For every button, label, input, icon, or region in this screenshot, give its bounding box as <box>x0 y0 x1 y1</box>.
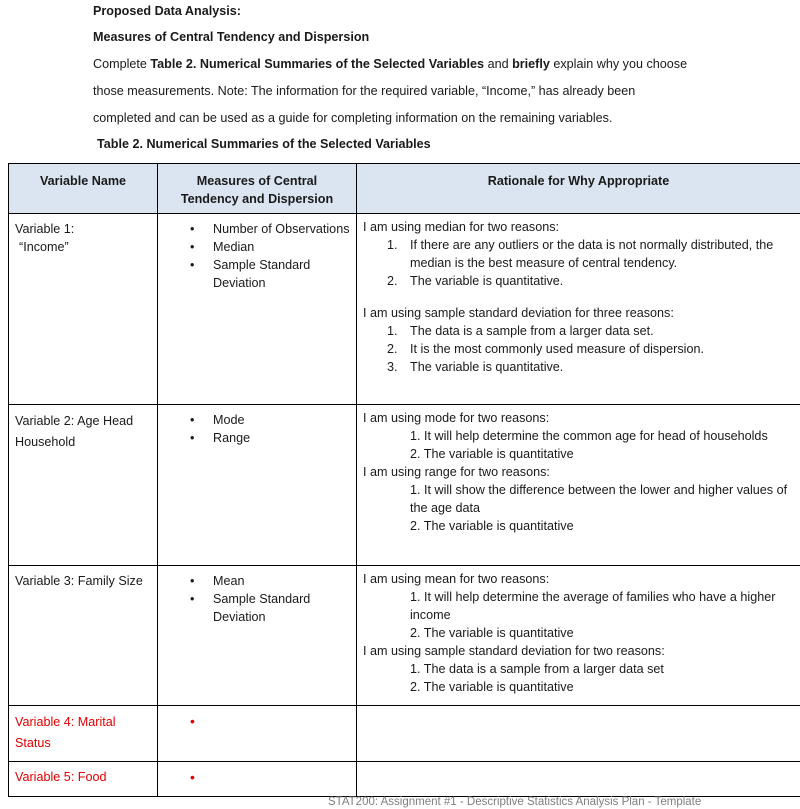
rationale-cell: I am using mean for two reasons: 1. It will help determine the average of families who have a higher income 2. The variable is quantitative I am using sample standard deviation for two reasons: 1. The data is a sample from a larger data set 2. The variable is quantitative <box>357 566 800 706</box>
empty-bullet: • <box>190 769 195 785</box>
measures-subheading: Measures of Central Tendency and Dispersion <box>93 30 370 44</box>
list-item: • Median <box>164 238 356 256</box>
variable-name-cell: Variable 4: Marital Status <box>9 706 158 762</box>
table-row <box>9 706 800 762</box>
measures-cell <box>158 214 357 405</box>
instructions-line-1: Complete Table 2. Numerical Summaries of the Selected Variables and briefly explain why you choose <box>93 57 688 71</box>
rationale-cell: I am using mode for two reasons: 1. It will help determine the common age for head of households 2. The variable is quantitative I am using range for two reasons: 1. It will show the difference between the lower and higher values of the age data 2. The variable is quantitative <box>357 405 800 566</box>
page-footer: STAT200: Assignment #1 - Descriptive Statistics Analysis Plan - Template <box>328 796 702 808</box>
instructions-line-3: completed and can be used as a guide for completing information on the remaining variables. <box>93 111 613 125</box>
rationale-cell <box>357 706 800 762</box>
rationale-cell: I am using median for two reasons: 1. If there are any outliers or the data is not normally distributed, the median is the best measure of central tendency. 2. The variable is quantitative. I am using sample standard deviation for three reasons: 1. The data is a sample from a larger data set. 2. It is the most commonly used measure of dispersion. 3. The variable is quantitative. <box>357 214 800 405</box>
table-row <box>9 566 800 706</box>
table-header-row <box>9 164 800 214</box>
header-variable-name: Variable Name <box>9 164 158 214</box>
list-item: 3. The variable is quantitative. <box>387 360 564 374</box>
list-item: 2. It is the most commonly used measure of dispersion. <box>387 342 704 356</box>
list-item: • Sample Standard Deviation <box>164 256 356 292</box>
header-measures: Measures of Central Tendency and Dispersion <box>158 164 357 214</box>
list-item: 2. The variable is quantitative <box>410 626 574 640</box>
rationale-cell <box>357 762 800 797</box>
list-item: 1. It will help determine the average of families who have a higher income <box>410 590 776 622</box>
measures-cell <box>158 405 357 566</box>
list-item: 1. The data is a sample from a larger data set. <box>387 324 654 338</box>
numerical-summaries-table <box>8 163 800 797</box>
list-item: 1. The data is a sample from a larger data set <box>410 662 664 676</box>
list-item: • Sample Standard Deviation <box>164 590 356 626</box>
list-item: 1. If there are any outliers or the data is not normally distributed, the median is the best measure of central tendency. <box>387 238 774 270</box>
list-item: 2. The variable is quantitative <box>410 519 574 533</box>
measures-cell <box>158 762 357 797</box>
list-item: 2. The variable is quantitative. <box>387 274 564 288</box>
list-item: 1. It will show the difference between the lower and higher values of the age data <box>410 483 788 515</box>
variable-name-cell: Variable 2: Age Head Household <box>9 405 158 566</box>
measures-cell <box>158 566 357 706</box>
variable-name-cell: Variable 3: Family Size <box>9 566 158 706</box>
proposed-data-analysis-heading: Proposed Data Analysis: <box>93 4 241 18</box>
measures-list <box>164 411 356 447</box>
table-row <box>9 762 800 797</box>
variable-name-cell: Variable 5: Food <box>9 762 158 797</box>
list-item: • Number of Observations <box>164 220 356 238</box>
list-item: 1. It will help determine the common age for head of households <box>410 429 768 443</box>
list-item: • Range <box>164 429 356 447</box>
measures-list <box>164 220 356 292</box>
header-rationale: Rationale for Why Appropriate <box>357 164 800 214</box>
instructions-line-2: those measurements. Note: The information for the required variable, “Income,” has already been <box>93 84 636 98</box>
table-row <box>9 214 800 405</box>
measures-list <box>164 572 356 626</box>
list-item: 2. The variable is quantitative <box>410 447 574 461</box>
briefly-emphasis: briefly <box>512 57 550 71</box>
list-item: • Mode <box>164 411 356 429</box>
list-item: • Mean <box>164 572 356 590</box>
table-caption: Table 2. Numerical Summaries of the Selected Variables <box>97 137 431 151</box>
table-row <box>9 405 800 566</box>
list-item: 2. The variable is quantitative <box>410 680 574 694</box>
measures-cell <box>158 706 357 762</box>
variable-name-cell: Variable 1: “Income” <box>9 214 158 405</box>
table-reference: Table 2. Numerical Summaries of the Selected Variables <box>150 57 485 71</box>
empty-bullet: • <box>190 713 195 729</box>
